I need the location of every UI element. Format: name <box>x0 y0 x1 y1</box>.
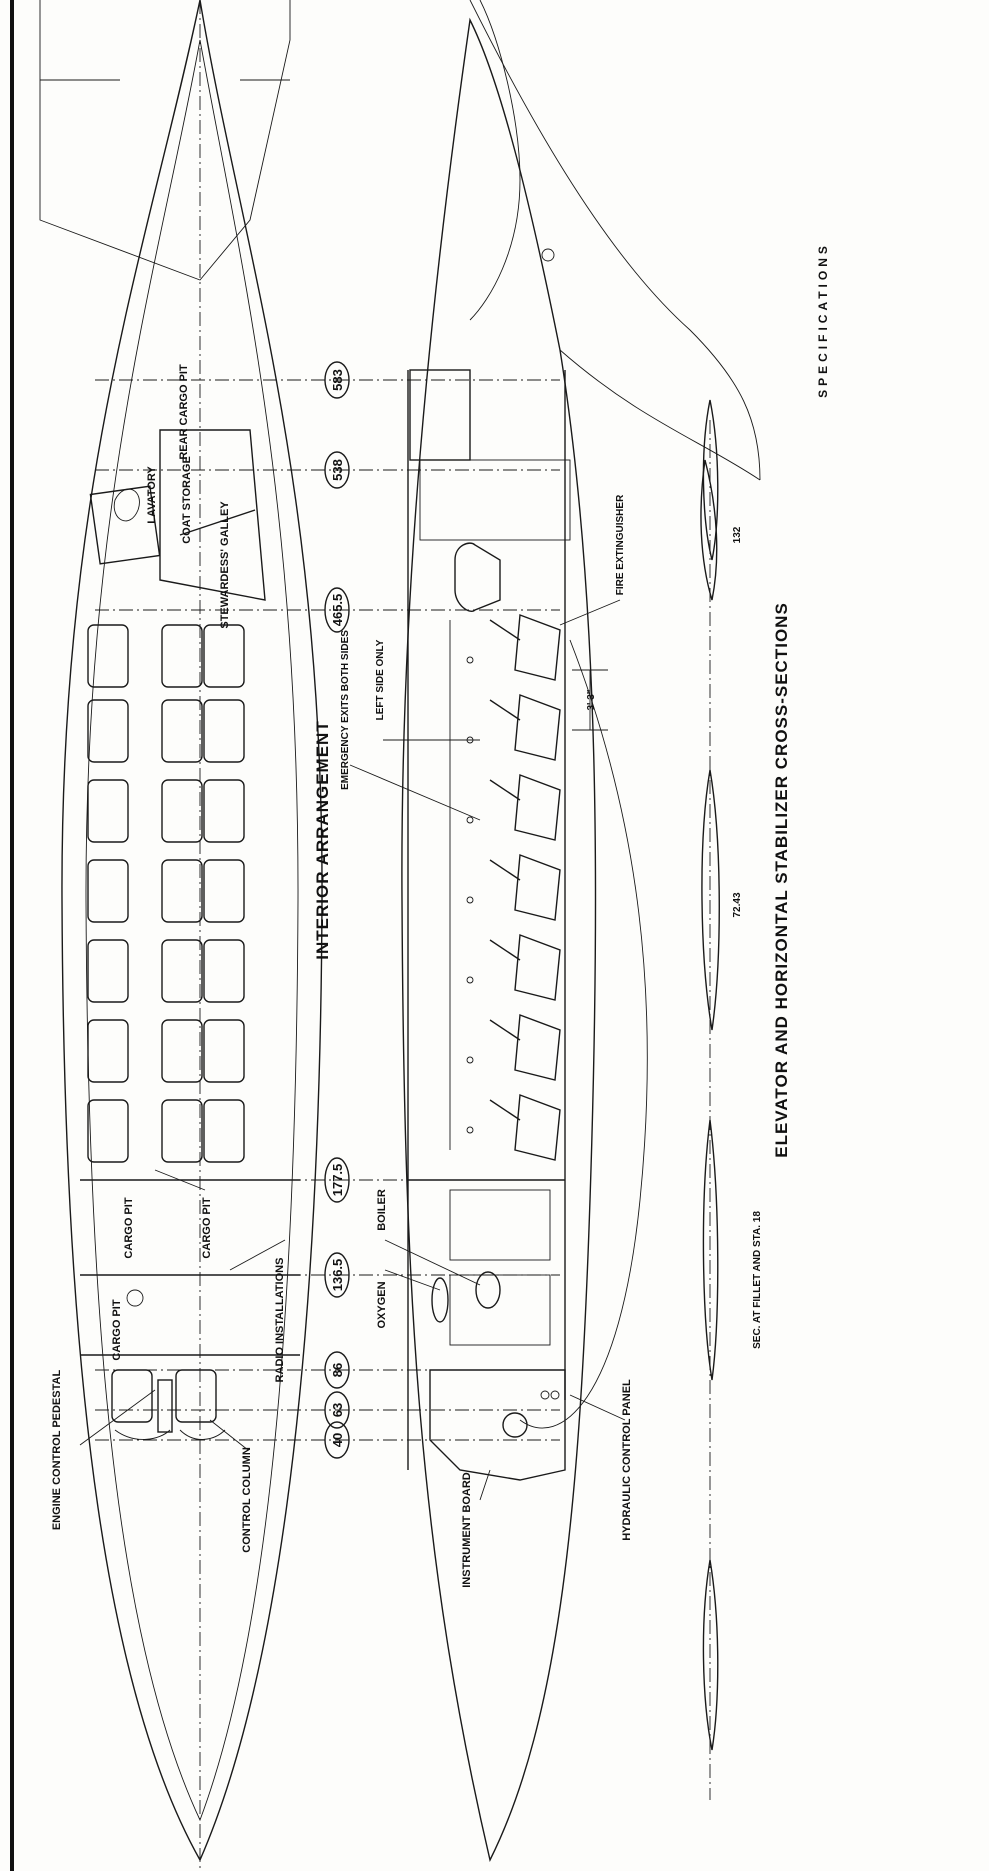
plan-view <box>40 0 322 1871</box>
lavatory-label: LAVATORY <box>146 466 158 524</box>
leader-line <box>560 600 620 625</box>
seat-plan <box>162 860 202 922</box>
aft-cabin-box <box>420 460 570 540</box>
rear-compartment <box>410 370 470 460</box>
left-side-only-label: LEFT SIDE ONLY <box>375 639 386 721</box>
hydraulic-gauge <box>551 1391 559 1399</box>
interior-arrangement-title: INTERIOR ARRANGEMENT <box>313 720 332 960</box>
window-marker <box>467 657 473 663</box>
profile-wing <box>520 640 647 1428</box>
window-marker <box>467 1127 473 1133</box>
window-marker <box>467 1057 473 1063</box>
fire-extinguisher-label: FIRE EXTINGUISHER <box>615 494 626 596</box>
cargo-pit-label: CARGO PIT <box>201 1197 213 1259</box>
seat-plan <box>204 940 244 1002</box>
station-label: 538 <box>330 459 345 481</box>
oxygen-bottle <box>432 1278 448 1322</box>
radio-installations-label: RADIO INSTALLATIONS <box>274 1257 286 1383</box>
leader-line <box>570 1395 625 1420</box>
seat-plan <box>162 1020 202 1082</box>
control-wheel <box>503 1413 527 1437</box>
seat-plan <box>88 700 128 762</box>
engine-control-pedestal-label: ENGINE CONTROL PEDESTAL <box>51 1369 63 1531</box>
seat-plan <box>88 1100 128 1162</box>
seat-profile <box>490 1015 560 1080</box>
seat-profile <box>490 1095 560 1160</box>
boiler-label: BOILER <box>376 1189 388 1231</box>
leader-line <box>210 1420 248 1450</box>
instrument-board-label: INSTRUMENT BOARD <box>461 1472 473 1588</box>
plan-seats <box>88 625 244 1162</box>
station-label: 40 <box>330 1432 345 1448</box>
coat-storage-label: COAT STORAGE <box>181 456 193 544</box>
station-label: 63 <box>330 1402 345 1418</box>
leader-line <box>80 1390 155 1445</box>
hydraulic-panel-label: HYDRAULIC CONTROL PANEL <box>621 1379 633 1541</box>
cargo-pit-label: CARGO PIT <box>111 1299 123 1361</box>
plan-fuselage-outline <box>62 0 322 1860</box>
seat-profile <box>490 855 560 920</box>
seat-plan <box>204 700 244 762</box>
station-label: 583 <box>330 369 345 391</box>
seat-plan <box>162 625 202 687</box>
station-132-label: 132 <box>732 526 743 544</box>
seat-plan <box>204 1020 244 1082</box>
window-marker <box>467 817 473 823</box>
sec-fillet-label: SEC. AT FILLET AND STA. 18 <box>752 1211 763 1349</box>
station-label: 86 <box>330 1362 345 1378</box>
seat-profile <box>490 775 560 840</box>
engine-control-pedestal <box>158 1380 172 1432</box>
pilot-seat <box>112 1370 152 1422</box>
oxygen-label: OXYGEN <box>376 1281 388 1329</box>
fwd-compartment <box>450 1190 550 1260</box>
galley-unit <box>455 543 500 611</box>
station-label: 136.5 <box>330 1258 345 1292</box>
plan-fuselage-inner <box>86 40 298 1820</box>
cargo-pit-label: CARGO PIT <box>123 1197 135 1259</box>
stabilizer-sections <box>701 400 719 1800</box>
seat-profile <box>490 695 560 760</box>
boiler-tank <box>476 1272 500 1308</box>
profile-view <box>402 0 760 1860</box>
seat-pitch-label: 3' 3" <box>586 689 597 711</box>
seat-plan <box>204 625 244 687</box>
lavatory-fixture <box>114 489 139 521</box>
station-label: 177.5 <box>330 1163 345 1197</box>
seat-plan <box>88 780 128 842</box>
seat-plan <box>162 1100 202 1162</box>
plan-wing-outline <box>40 0 290 280</box>
leader-line <box>350 765 480 820</box>
station-label: 465.5 <box>330 593 345 627</box>
window-marker <box>467 897 473 903</box>
seat-plan <box>88 860 128 922</box>
section-outline <box>703 1120 717 1380</box>
leader-line <box>385 1270 440 1290</box>
section-outline <box>702 770 719 1030</box>
copilot-seat <box>176 1370 216 1422</box>
section-outline <box>703 1560 717 1750</box>
seat-plan <box>88 1020 128 1082</box>
profile-windows <box>467 657 473 1133</box>
seat-plan <box>204 860 244 922</box>
profile-seats <box>490 615 560 1160</box>
section-outline <box>703 400 717 560</box>
cargo-fitting <box>127 1290 143 1306</box>
specifications-title: SPECIFICATIONS <box>816 242 830 398</box>
profile-fuselage-outline <box>402 20 596 1860</box>
seat-plan <box>204 1100 244 1162</box>
seat-plan <box>162 940 202 1002</box>
seat-plan <box>162 700 202 762</box>
hydraulic-gauge <box>541 1391 549 1399</box>
coat-storage-outline <box>160 430 265 600</box>
stewardess-galley-label: STEWARDESS' GALLEY <box>219 501 231 629</box>
seat-plan <box>204 780 244 842</box>
seat-plan <box>162 780 202 842</box>
rear-cargo-pit-label: REAR CARGO PIT <box>178 364 190 460</box>
seat-profile <box>490 935 560 1000</box>
seat-plan <box>88 940 128 1002</box>
stabilizer-sections-title: ELEVATOR AND HORIZONTAL STABILIZER CROSS-SECTIONS <box>772 602 791 1158</box>
tail-light <box>542 249 554 261</box>
seat-profile <box>490 615 560 680</box>
control-column-label: CONTROL COLUMN <box>241 1447 253 1553</box>
window-marker <box>467 977 473 983</box>
profile-tail <box>470 0 760 480</box>
emergency-exits-label: EMERGENCY EXITS BOTH SIDES <box>340 630 351 790</box>
station-72-label: 72.43 <box>732 892 743 918</box>
leader-line <box>385 1240 480 1285</box>
cockpit-outline <box>430 1370 565 1480</box>
